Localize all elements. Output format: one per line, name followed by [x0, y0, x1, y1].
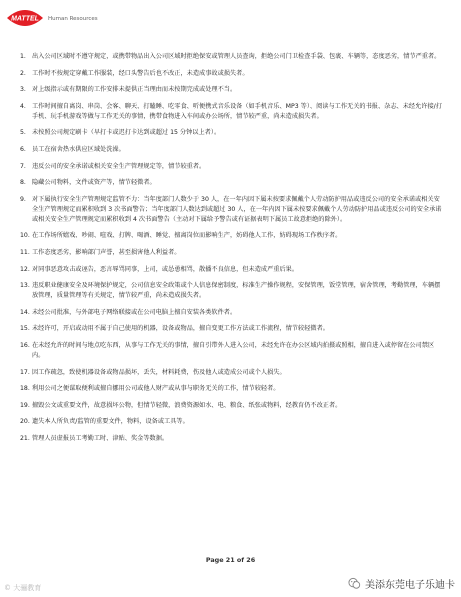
item-number: 10.	[20, 232, 30, 240]
item-number: 4.	[20, 102, 26, 110]
item-text: 对上级指示或有期限的工作安排未提供正当理由而未按期完成或处理不当。	[32, 86, 237, 94]
item-text: 对下属执行安全生产管理规定监管不力：当年度部门人数少于 30 人，在一年内因下属未按要求佩戴个人劳动防护用品或违反公司的安全承诺或相关安全生产管理规定而累积收到 3 次书面警告；当年度部门人数达到或超过 30 人，在一年内因下属未按要求佩戴个人劳动防护用品或违反公司的安全承诺或相关安全生产管理规定而累积收到 4 次书面警告（主动对下属给予警告或有证据表明下属员工故意拒绝的除外）。	[32, 195, 442, 223]
item-number: 14.	[20, 308, 30, 316]
item-text: 遗失本人所负责/监管的重要文件，物料，设备或工具等。	[32, 418, 189, 426]
item-number: 5.	[20, 129, 26, 137]
item-number: 13.	[20, 282, 30, 290]
list-item	[20, 85, 444, 95]
list-item	[20, 162, 444, 172]
list-item	[20, 308, 444, 318]
item-text: 未按照公司规定刷卡（早打卡或迟打卡达到或超过 15 分钟以上者）。	[32, 129, 221, 137]
list-item	[20, 69, 444, 79]
list-item	[20, 231, 444, 241]
item-number: 6.	[20, 145, 26, 153]
item-text: 违反公司的安全承诺或相关安全生产管理规定等，情节较重者。	[32, 162, 206, 170]
logo-text: MATTEL	[11, 15, 39, 23]
list-item	[20, 248, 444, 258]
list-item	[20, 145, 444, 155]
list-item	[20, 128, 444, 138]
item-number: 20.	[20, 418, 30, 426]
item-number: 15.	[20, 325, 30, 333]
item-text: 工作时不按规定穿戴工作服装，经口头警告后也不改正，未造成事故或损失者。	[32, 69, 249, 77]
list-item	[20, 195, 444, 225]
item-text: 因工作疏忽，致使机器设备或物品损坏，丢失，材料耗费，伤及他人或造成公司或个人损失。	[32, 368, 286, 376]
page-number: Page 21 of 26	[205, 556, 256, 564]
item-number: 3.	[20, 86, 26, 94]
watermark-right-text: 美添东莞电子乐迪卡	[365, 580, 455, 591]
list-item	[20, 434, 444, 444]
wechat-icon	[348, 577, 361, 590]
list-item	[20, 178, 444, 188]
item-text: 违反职业健康安全及环境保护规定，公司信息安全政策或个人信息保密制度，标准生产操作规程，安保管理，饭堂管理，宿舍管理，考勤管理，车辆摆放管理，质量管理等有关规定，情节较严重，尚未造成损失者。	[32, 282, 441, 300]
item-text: 工作时间擅自离岗、串岗、会客、聊天、打瞌睡、吃零食、听便携式音乐设备（如手机音乐、MP3 等）、阅读与工作无关的书报、杂志、未经允许接/打手机、玩手机游戏等做与工作无关的事情，携带食物进入车间或办公场所，情节较严重，尚未造成损失者。	[32, 102, 442, 120]
item-number: 1.	[20, 53, 26, 60]
item-text: 对同事恶意攻击或诬告，恶言辱骂同事，上司，或怂恿相骂，散播不良信息，但未造成严重后果。	[32, 265, 299, 273]
list-item	[20, 265, 444, 275]
department-label: Human Resources	[48, 16, 98, 22]
watermark-left: © 大骊教育	[4, 584, 42, 592]
item-text: 隐藏公司物料，文件或资产等，情节轻微者。	[32, 179, 156, 187]
item-number: 17.	[20, 368, 30, 376]
item-number: 11.	[20, 248, 30, 256]
item-text: 出入公司区域时不遵守规定，或携带物品出入公司区域时拒绝保安或管理人员查询，拒绝公司门卫检查手袋、包裹、车辆等，态度恶劣，情节严重者。	[32, 53, 441, 60]
mattel-logo	[4, 4, 46, 34]
watermark-right	[348, 576, 455, 591]
item-text: 在工作场所嬉戏、吵闹、喧戏、打牌、喝酒、睡觉、擅离岗位而影响生产，妨碍他人工作，妨碍现场工作秩序者。	[32, 232, 342, 240]
item-text: 管理人员虚报员工考勤工时、津贴、奖金等数据。	[32, 434, 169, 442]
list-item	[20, 384, 444, 394]
item-text: 员工在宿舍热水供应区域处洗澡。	[32, 145, 125, 153]
item-text: 擅毁公文或重要文件，故意损坏公物，但情节轻微，浪费资源如水、电、粮食、纸张或物料，经教育仍不改正者。	[32, 401, 342, 409]
list-item	[20, 324, 444, 334]
item-text: 在未经允许的时间与地点吃东西，从事与工作无关的事情，擅自引带外人进入公司，未经允许在办公区域内拍摄或照相，擅自进入或停留在公司禁区内。	[32, 341, 435, 359]
list-item	[20, 368, 444, 378]
list-item	[20, 281, 444, 301]
list-item	[20, 401, 444, 411]
item-text: 利用公司之便谋取便利或擅自挪用公司或他人财产或从事与职务无关的工作，情节较轻者。	[32, 385, 280, 393]
item-number: 16.	[20, 341, 30, 349]
item-number: 19.	[20, 401, 30, 409]
item-number: 18.	[20, 385, 30, 393]
item-number: 12.	[20, 265, 30, 273]
item-text: 未经公司批准，与外部电子网络联接或在公司电脑上擅自安装各类软件者。	[32, 308, 237, 316]
item-number: 8.	[20, 179, 26, 187]
item-number: 9.	[20, 195, 26, 203]
item-number: 21.	[20, 434, 30, 442]
list-item	[20, 102, 444, 122]
item-number: 2.	[20, 69, 26, 77]
list-item	[20, 52, 444, 62]
item-number: 7.	[20, 162, 26, 170]
rules-list	[20, 52, 444, 450]
item-text: 工作态度恶劣，影响部门声誉，甚至损害他人利益者。	[32, 248, 181, 256]
item-text: 未经许可，开启或动用不属于自己使用的机器，设备或物品，擅自变更工作方法或工作流程，情节较轻微者。	[32, 325, 329, 333]
list-item	[20, 417, 444, 427]
list-item	[20, 341, 444, 361]
